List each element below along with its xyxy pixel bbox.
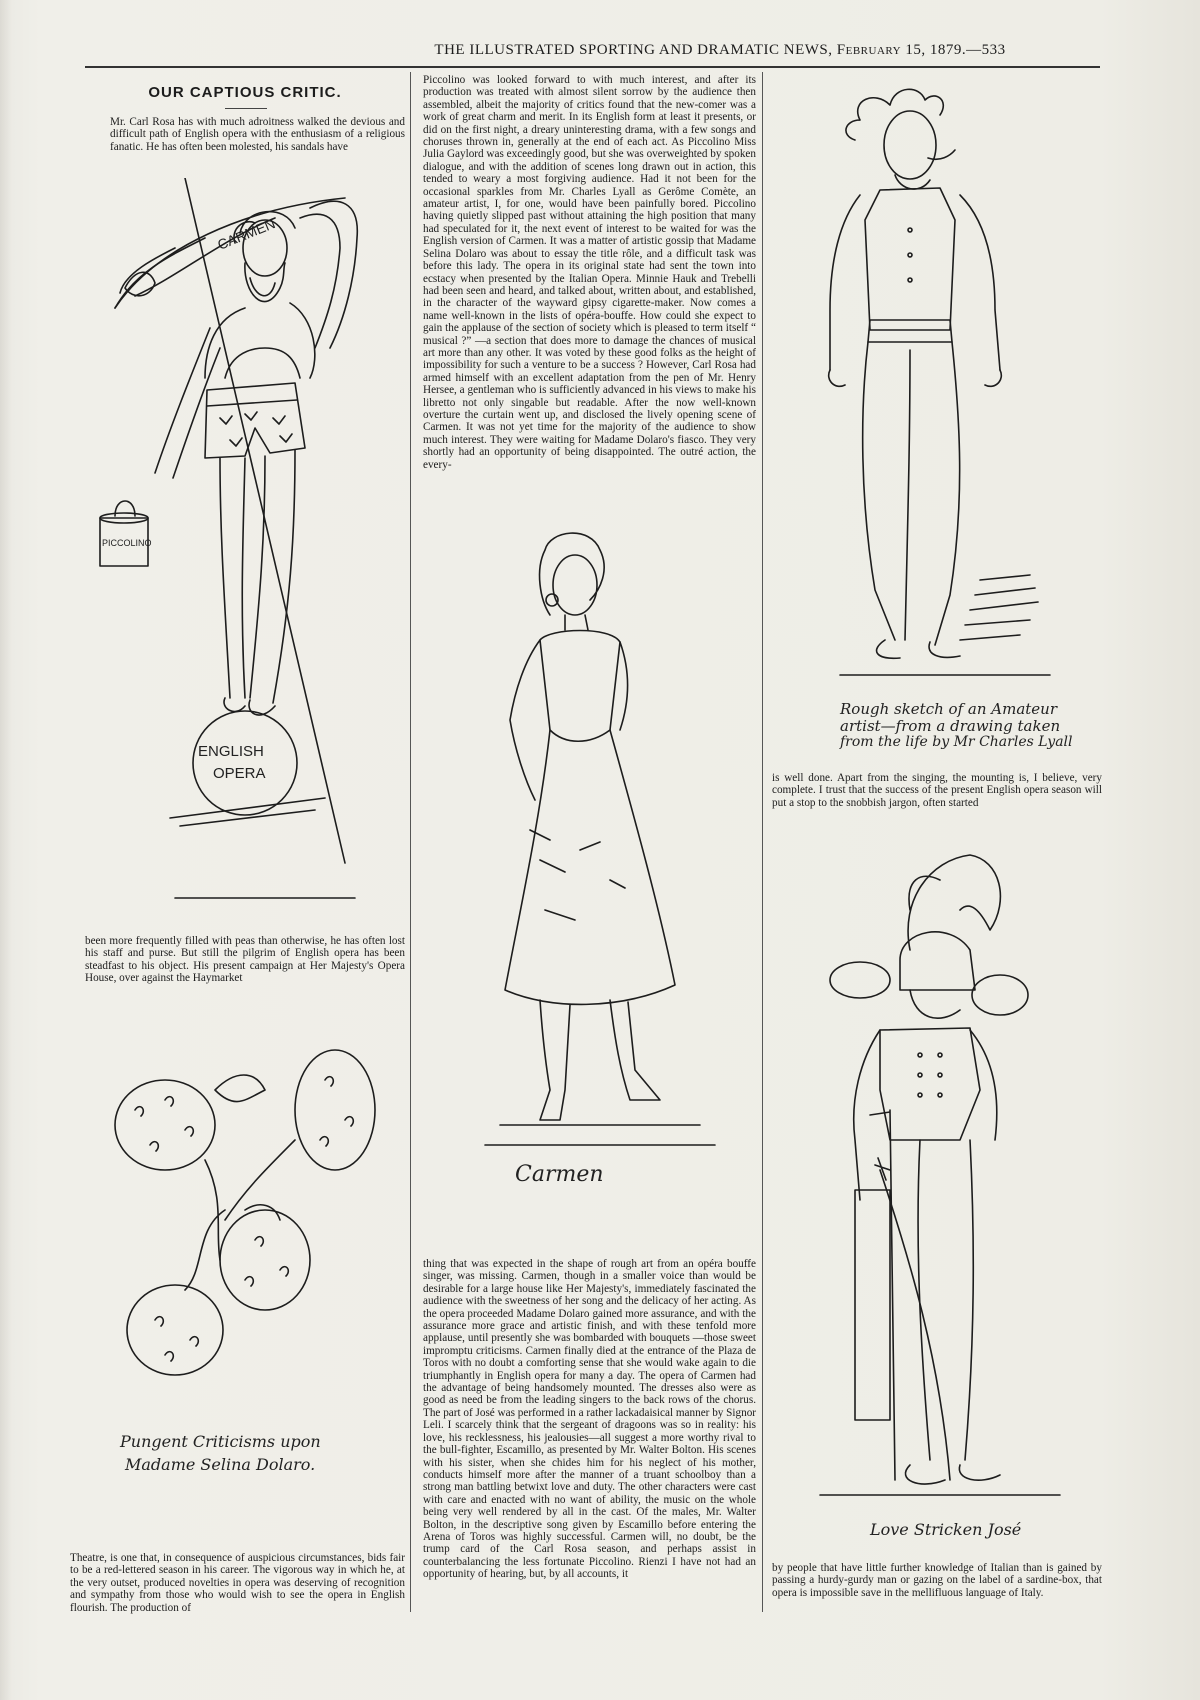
jose-caption: Love Stricken José [870,1520,1022,1539]
column-rule-2 [762,72,763,1612]
amateur-caption-1: Rough sketch of an Amateur [840,700,1057,718]
col3-mid-text: is well done. Apart from the singing, the mounting is, I believe, very complete. I trust that the success of the present English opera season will put a stop to the snobbish jargon, often started [772,772,1102,809]
amateur-artist-illustration [800,80,1080,700]
header-rule [85,66,1100,68]
col2-bottom-text: thing that was expected in the shape of rough art from an opéra bouffe singer, was missing. Carmen, though in a smaller voice than would be desirable for a large house like Her Majesty's, immediately fascinated the audience with the sweetness of her song and the delicacy of her acting. As the opera proceeded Madame Dolaro gained more assurance, and with the assurance more grace and artistic finish, and with these tenfold more applause, until presently she was bombarded with bouquets —those sweet impromptu criticisms. Carmen finally died at the entrance of the Plaza de Toros with no doubt a comforting sense that she would wake again to die triumphantly in English opera for many a day. The opera of Carmen had the advantage of being handsomely mounted. The dresses also were as good as need be from the leading singers to the back rows of the chorus. The part of José was performed in a rather lackadaisical manner by Signor Leli. I scarcely think that the sergeant of dragoons was so in reality: his love, his recklessness, his jealousies—all suggest a more worthy rival to the bull-fighter, Escamillo, as presented by Mr. Walter Bolton. His scenes with his sister, when she chides him for his neglect of his mother, conducts himself more after the manner of a truant schoolboy than a strong man battling betwixt love and duty. The other characters were cast with care and enacted with no want of ability, the music on the whole being very well rendered by all in the cast. Of the males, Mr. Walter Bolton, in the descriptive song given by Escamillo before entering the Arena of Toros was highly successful. Carmen will, no doubt, be the trump card of the Carl Rosa season, and perhaps assist in counterbalancing the less fortunate Piccolino. Rienzi I have not had an opportunity of hearing, but, by all accounts, it [423,1258,757,1581]
title-rule [225,108,267,109]
globe-label-1: ENGLISH [198,743,264,760]
column-rule-1 [410,72,411,1612]
col1-mid-text: been more frequently filled with peas than otherwise, he has often lost his staff and purse. But still the pilgrim of English opera has been steadfast to his object. His present campaign at Her Majesty's Opera House, over against the Haymarket [85,935,405,985]
can-label: PICCOLINO [102,538,152,548]
carmen-illustration [470,530,730,1150]
bouquets-caption-2: Madame Selina Dolaro. [125,1455,316,1474]
bouquets-caption-1: Pungent Criticisms upon [120,1432,321,1451]
article-title: OUR CAPTIOUS CRITIC. [148,84,342,101]
masthead: THE ILLUSTRATED SPORTING AND DRAMATIC NEWS, February 15, 1879.—533 [434,42,1006,58]
col1-bottom-text: Theatre, is one that, in consequence of auspicious circumstances, bids fair to be a red-lettered season in his career. The vigorous way in which he, at the very outset, produced novelties in opera was deserving of recognition and sympathy from those who would wish to see the opera in English flourish. The production of [70,1552,405,1614]
bouquets-illustration [95,1030,395,1420]
col3-bottom-text: by people that have little further knowledge of Italian than is gained by passing a hurdy-gurdy man or gazing on the label of a sardine-box, that opera is impossible save in the mellifluous language of Italy. [772,1562,1102,1599]
feather-label: CARMEN [215,215,278,253]
globe-label-2: OPERA [213,765,266,782]
amateur-caption-3: from the life by Mr Charles Lyall [840,734,1073,750]
col1-top-text: Mr. Carl Rosa has with much adroitness walked the devious and difficult path of English opera with the enthusiasm of a religious fanatic. He has often been molested, his sandals have [110,116,405,153]
carl-rosa-pilgrim-illustration [95,178,405,908]
jose-soldier-illustration [800,840,1080,1510]
col2-top-text: Piccolino was looked forward to with much interest, and after its production was treated with almost silent sorrow by the audience then assembled, albeit the majority of critics found that the new-comer was a work of great charm and merit. In its English form at least it presents, or did on the first night, a dreary uninteresting drama, with a few songs and choruses thrown in, generally at the end of each act. As Piccolino Miss Julia Gaylord was exceedingly good, but she was overweighted by spoken dialogue, and with the addition of scenes long drawn out in action, this tended to weary a most forgiving audience. Had it not been for the occasional sparkles from Mr. Charles Lyall as Gerôme Comète, an amateur artist, I, for one, would have been painfully bored. Piccolino having quietly slipped past without attaining the high position that many had speculated for it, the next event of interest to be waited for was the English version of Carmen. It was a matter of artistic gossip that Madame Selina Dolaro was about to essay the title rôle, and a difficult task was before this lady. The opera in its original state had sent the town into ecstacy when presented by the Italian Opera. Minnie Hauk and Trebelli had been seen and heard, and talked about, written about, and established, in the character of the wayward gipsy cigarette-maker. Now comes a name well-known in the lists of opéra-bouffe. How could she expect to gain the applause of the section of society which is pleased to term itself “ musical ?” —a section that does more to damage the chances of musical art more than any other. It was voted by these good folks as the height of impossibility for such a venture to be a success ? However, Carl Rosa had armed himself with an excellent adaptation from the pen of Mr. Henry Hersee, a gentleman who is sufficiently advanced in his views to make his libretto not only singable but readable. After the now well-known overture the curtain went up, and disclosed the lively opening scene of Carmen. It was not yet time for the majority of the audience to show much interest. They were waiting for Madame Dolaro's fiasco. They very shortly had an opportunity of being disappointed. The outré action, the every- [423,74,756,471]
carmen-caption: Carmen [515,1162,604,1187]
amateur-caption-2: artist—from a drawing taken [840,717,1061,735]
